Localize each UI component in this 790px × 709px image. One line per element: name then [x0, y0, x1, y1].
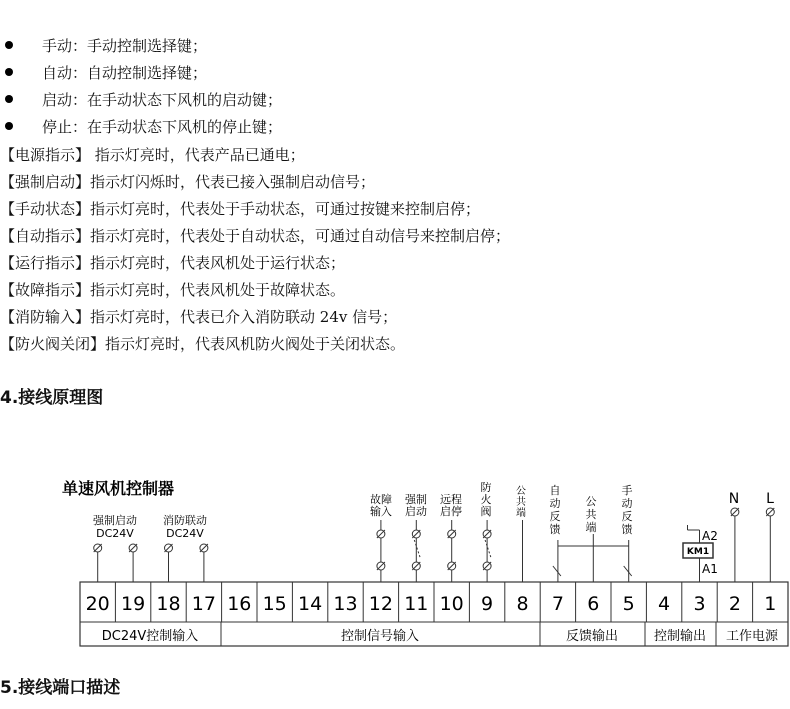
group-label-feedback: 反馈输出	[565, 629, 619, 644]
label-auto-fb-3: 反	[549, 510, 561, 523]
label-common-in-1: 公	[516, 486, 526, 497]
terminal-number: 19	[121, 593, 146, 615]
terminal-number: 9	[481, 593, 494, 615]
terminal-number: 2	[728, 593, 741, 615]
indicator-line: 【防火阀关闭】指示灯亮时，代表风机防火阀处于关闭状态。	[0, 335, 406, 353]
terminal-number: 4	[658, 593, 671, 615]
label-common-out-2: 共	[585, 508, 597, 521]
bullet-dot	[5, 68, 13, 76]
label-fire-link: 消防联动	[163, 514, 207, 527]
label-force-2: 启动	[405, 505, 427, 518]
label-common-out-1: 公	[585, 495, 597, 508]
terminal-number: 5	[622, 593, 635, 615]
indicator-line: 【手动状态】指示灯亮时，代表处于手动状态，可通过按键来控制启停；	[0, 200, 481, 218]
label-auto-fb-4: 馈	[549, 523, 561, 536]
label-fault-1: 故障	[370, 493, 392, 506]
terminal-number: 11	[404, 593, 429, 615]
terminal-number: 20	[85, 593, 110, 615]
bullet-dot	[5, 41, 13, 49]
bullet-item: 启动：在手动状态下风机的启动键；	[42, 91, 283, 109]
group-label-power: 工作电源	[725, 629, 779, 644]
terminal-number: 1	[764, 593, 777, 615]
terminal-number: 8	[516, 593, 529, 615]
switch-link	[414, 540, 420, 558]
section-heading-5: 5.接线端口描述	[0, 678, 121, 698]
label-damper-1: 防	[480, 481, 492, 494]
group-label-dc24v: DC24V控制输入	[101, 629, 199, 644]
label-damper-2: 火	[480, 493, 492, 506]
label-auto-fb-1: 自	[549, 484, 561, 497]
bullet-item: 停止：在手动状态下风机的停止键；	[42, 118, 283, 136]
label-remote-2: 启停	[440, 505, 462, 518]
label-force-start-dc: DC24V	[96, 527, 134, 540]
group-label-control: 控制输出	[653, 629, 707, 644]
terminal-number: 12	[368, 593, 393, 615]
label-common-in-2: 共	[516, 497, 526, 508]
terminal-number: 14	[298, 593, 323, 615]
label-manual-fb-2: 动	[621, 497, 633, 510]
wiring-diagram	[0, 470, 790, 650]
group-label-signal: 控制信号输入	[340, 629, 420, 644]
label-km1: KM1	[686, 547, 710, 557]
terminal-number: 6	[587, 593, 600, 615]
indicator-line: 【电源指示】 指示灯亮时，代表产品已通电；	[0, 146, 305, 164]
terminal-number: 18	[156, 593, 181, 615]
bullet-dot	[5, 95, 13, 103]
label-auto-fb-2: 动	[549, 497, 561, 510]
bullet-item: 手动：手动控制选择键；	[42, 37, 208, 55]
section-heading-4: 4.接线原理图	[0, 388, 104, 408]
contact	[624, 566, 632, 576]
label-n: N	[728, 491, 740, 507]
terminal-number: 15	[262, 593, 287, 615]
label-l: L	[766, 491, 774, 507]
terminal-number: 7	[551, 593, 564, 615]
label-force-start: 强制启动	[93, 514, 137, 527]
bullet-dot	[5, 122, 13, 130]
terminal-number: 17	[191, 593, 216, 615]
label-common-in-3: 端	[516, 508, 526, 519]
label-manual-fb-4: 馈	[621, 523, 633, 536]
bullet-item: 自动：自动控制选择键；	[42, 64, 208, 82]
label-damper-3: 阀	[480, 505, 492, 518]
label-manual-fb-3: 反	[621, 510, 633, 523]
terminal-number: 16	[227, 593, 252, 615]
terminal-number: 10	[439, 593, 464, 615]
terminal-cells	[86, 582, 777, 622]
indicator-line: 【强制启动】指示灯闪烁时，代表已接入强制启动信号；	[0, 173, 376, 191]
label-force-1: 强制	[405, 493, 427, 506]
label-remote-1: 远程	[440, 493, 462, 506]
terminal-number: 13	[333, 593, 358, 615]
label-fire-link-dc: DC24V	[166, 527, 204, 540]
terminal-number: 3	[693, 593, 706, 615]
label-a2: A2	[702, 529, 718, 543]
label-manual-fb-1: 手	[621, 484, 633, 497]
indicator-line: 【故障指示】指示灯亮时，代表风机处于故障状态。	[0, 281, 346, 299]
indicator-line: 【运行指示】指示灯亮时，代表风机处于运行状态；	[0, 254, 346, 272]
label-common-out-3: 端	[585, 521, 597, 534]
switch-link	[485, 540, 491, 558]
contact	[553, 566, 561, 576]
label-fault-2: 输入	[370, 505, 392, 518]
indicator-line: 【消防输入】指示灯亮时，代表已介入消防联动 24v 信号；	[0, 308, 398, 326]
indicator-line: 【自动指示】指示灯亮时，代表处于自动状态，可通过自动信号来控制启停；	[0, 227, 511, 245]
diagram-title: 单速风机控制器	[62, 479, 175, 498]
label-a1: A1	[702, 562, 718, 576]
